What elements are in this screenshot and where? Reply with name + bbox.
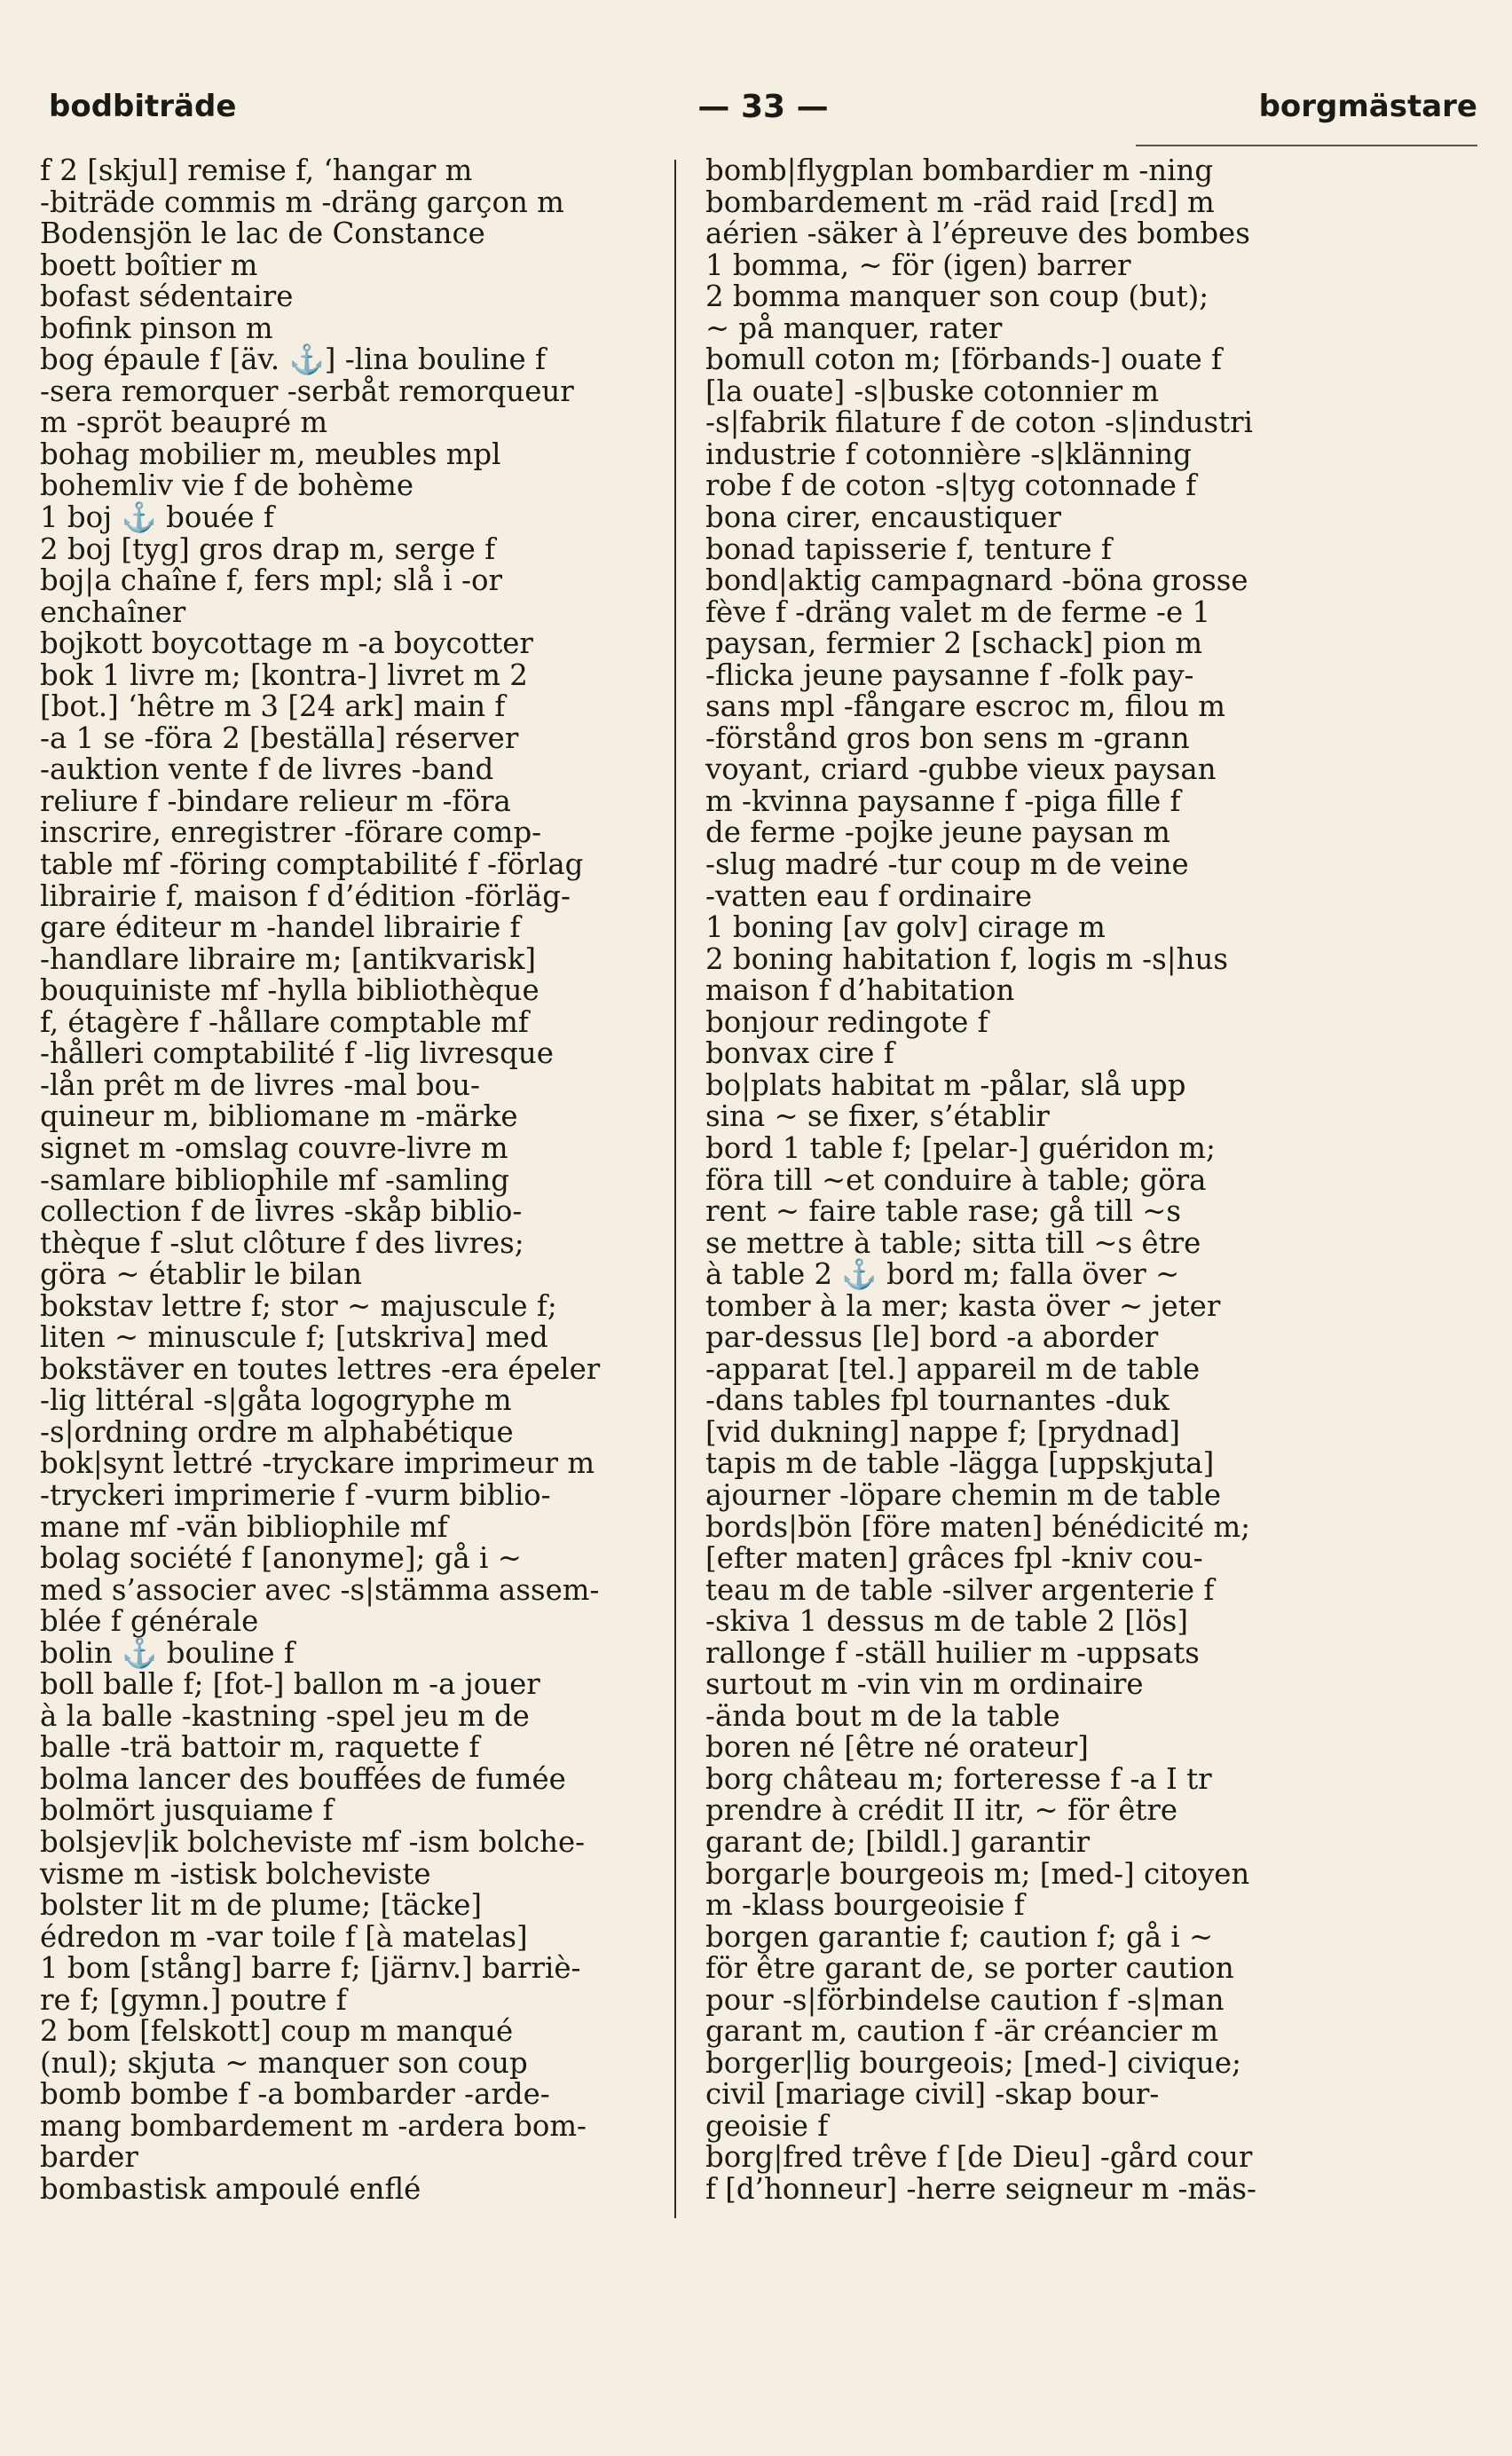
dictionary-line: pour -s|förbindelse caution f -s|man [705,1982,1225,2017]
column-divider [674,160,676,2218]
right-column [705,155,1344,2206]
dictionary-line: bog épaule f [äv. ⚓] -lina bouline f [40,342,546,377]
dictionary-line: librairie f, maison f d’édition -förläg- [40,878,571,913]
dictionary-line: robe f de coton -s|tyg cotonnade f [705,468,1197,503]
dictionary-line: [bot.] ‘hêtre m 3 [24 ark] main f [40,689,506,724]
dictionary-line: bords|bön [före maten] bénédicité m; [705,1509,1251,1544]
dictionary-line: sina ~ se fixer, s’établir [705,1099,1050,1134]
dictionary-line: 1 boning [av golv] cirage m [705,910,1106,945]
dictionary-line: bokstav lettre f; stor ~ majuscule f; [40,1288,557,1323]
dictionary-line: geoisie f [705,2108,829,2143]
dictionary-line: 2 boj [tyg] gros drap m, serge f [40,531,496,566]
dictionary-line: ~ på manquer, rater [705,311,1003,345]
dictionary-line: borger|lig bourgeois; [med-] civique; [705,2045,1241,2080]
dictionary-line: bonvax cire f [705,1036,894,1071]
dictionary-line: garant m, caution f -är créancier m [705,2014,1219,2049]
dictionary-line: par-dessus [le] bord -a aborder [705,1320,1159,1355]
dictionary-line: balle -trä battoir m, raquette f [40,1730,480,1765]
page-number: — 33 — [697,89,829,125]
dictionary-line: tomber à la mer; kasta över ~ jeter [705,1288,1221,1323]
dictionary-line: fève f -dräng valet m de ferme -e 1 [705,594,1211,629]
dictionary-line: table mf -föring comptabilité f -förlag [40,847,584,882]
dictionary-line: teau m de table -silver argenterie f [705,1572,1215,1607]
dictionary-line: -a 1 se -föra 2 [beställa] réserver [40,720,519,755]
dictionary-line: 1 bom [stång] barre f; [järnv.] barriè- [40,1951,581,1986]
dictionary-line: thèque f -slut clôture f des livres; [40,1225,524,1260]
dictionary-line: borg château m; forteresse f -a I tr [705,1761,1212,1796]
dictionary-line: f [d’honneur] -herre seigneur m -mäs- [705,2172,1256,2206]
dictionary-line: -samlare bibliophile mf -samling [40,1162,509,1197]
dictionary-line: bolag société f [anonyme]; gå i ~ [40,1541,522,1576]
dictionary-line: bomb|flygplan bombardier m -ning [705,154,1214,187]
dictionary-line: [vid dukning] nappe f; [prydnad] [705,1414,1181,1449]
dictionary-line: bo|plats habitat m -pålar, slå upp [705,1067,1186,1102]
dictionary-line: bofink pinson m [40,311,273,345]
dictionary-line: de ferme -pojke jeune paysan m [705,815,1170,850]
dictionary-line: bomb bombe f -a bombarder -arde- [40,2077,550,2112]
dictionary-line: à table 2 ⚓ bord m; falla över ~ [705,1257,1180,1292]
dictionary-line: bomull coton m; [förbands-] ouate f [705,342,1222,377]
left-guideword: bodbiträde [49,89,237,124]
dictionary-line: bolma lancer des bouffées de fumée [40,1761,566,1796]
dictionary-line: civil [mariage civil] -skap bour- [705,2077,1160,2112]
dictionary-line: bolmört jusquiame f [40,1793,334,1828]
dictionary-line: borgar|e bourgeois m; [med-] citoyen [705,1856,1250,1891]
dictionary-line: bonad tapisserie f, tenture f [705,531,1112,566]
dictionary-line: borgen garantie f; caution f; gå i ~ [705,1919,1214,1954]
dictionary-line: -biträde commis m -dräng garçon m [40,185,564,219]
dictionary-line: maison f d’habitation [705,973,1015,1008]
dictionary-line: bombastisk ampoulé enflé [40,2172,421,2206]
dictionary-line: édredon m -var toile f [à matelas] [40,1919,528,1954]
dictionary-line: -s|fabrik filature f de coton -s|industri [705,405,1253,440]
dictionary-line: -vatten eau f ordinaire [705,878,1033,913]
dictionary-line: bok|synt lettré -tryckare imprimeur m [40,1446,595,1481]
dictionary-line: re f; [gymn.] poutre f [40,1982,347,2017]
dictionary-line: -förstånd gros bon sens m -grann [705,720,1190,755]
dictionary-line: bohemliv vie f de bohème [40,468,414,503]
dictionary-line: visme m -istisk bolcheviste [40,1856,431,1891]
dictionary-line: borg|fred trêve f [de Dieu] -gård cour [705,2140,1253,2175]
dictionary-line: rent ~ faire table rase; gå till ~s [705,1194,1182,1229]
dictionary-line: garant de; [bildl.] garantir [705,1824,1091,1859]
dictionary-line: -dans tables fpl tournantes -duk [705,1383,1169,1418]
dictionary-line: 1 boj ⚓ bouée f [40,500,274,535]
left-column [40,155,674,2206]
dictionary-line: -lån prêt m de livres -mal bou- [40,1067,480,1102]
dictionary-line: 2 boning habitation f, logis m -s|hus [705,941,1229,976]
dictionary-line: boj|a chaîne f, fers mpl; slå i -or [40,563,502,598]
dictionary-line: -ända bout m de la table [705,1698,1060,1733]
dictionary-line: f 2 [skjul] remise f, ‘hangar m [40,154,473,187]
dictionary-line: [efter maten] grâces fpl -kniv cou- [705,1541,1203,1576]
header-rule [1136,145,1477,146]
dictionary-line: collection f de livres -skåp biblio- [40,1194,523,1229]
dictionary-line: liten ~ minuscule f; [utskriva] med [40,1320,548,1355]
dictionary-line: boren né [être né orateur] [705,1730,1089,1765]
dictionary-line: bojkott boycottage m -a boycotter [40,626,533,661]
dictionary-line: 2 bomma manquer son coup (but); [705,279,1209,314]
dictionary-line: tapis m de table -lägga [uppskjuta] [705,1446,1215,1481]
dictionary-line: barder [40,2140,138,2175]
dictionary-line: inscrire, enregistrer -förare comp- [40,815,542,850]
dictionary-line: blée f générale [40,1604,259,1639]
dictionary-line: [la ouate] -s|buske cotonnier m [705,374,1160,408]
dictionary-line: bord 1 table f; [pelar-] guéridon m; [705,1130,1216,1165]
dictionary-line: bolster lit m de plume; [täcke] [40,1888,483,1923]
dictionary-line: à la balle -kastning -spel jeu m de [40,1698,530,1733]
dictionary-line: 2 bom [felskott] coup m manqué [40,2014,514,2049]
dictionary-line: Bodensjön le lac de Constance [40,216,485,251]
dictionary-line: -lig littéral -s|gåta logogryphe m [40,1383,512,1418]
dictionary-line: bombardement m -räd raid [rɛd] m [705,185,1215,219]
dictionary-line: se mettre à table; sitta till ~s être [705,1225,1201,1260]
dictionary-line: bolin ⚓ bouline f [40,1635,295,1670]
dictionary-line: bonjour redingote f [705,1004,988,1039]
page-header [49,89,1477,142]
dictionary-line: sans mpl -fångare escroc m, filou m [705,689,1225,724]
dictionary-line: (nul); skjuta ~ manquer son coup [40,2045,528,2080]
dictionary-line: boett boîtier m [40,248,258,282]
dictionary-line: -sera remorquer -serbåt remorqueur [40,374,574,408]
dictionary-line: -handlare libraire m; [antikvarisk] [40,941,536,976]
dictionary-line: för être garant de, se porter caution [705,1951,1234,1986]
dictionary-line: bona cirer, encaustiquer [705,500,1061,535]
dictionary-line: bokstäver en toutes lettres -era épeler [40,1351,601,1386]
dictionary-line: bofast sédentaire [40,279,294,314]
dictionary-line: mane mf -vän bibliophile mf [40,1509,448,1544]
dictionary-line: enchaîner [40,594,186,629]
dictionary-line: -hålleri comptabilité f -lig livresque [40,1036,554,1071]
dictionary-line: bolsjev|ik bolcheviste mf -ism bolche- [40,1824,586,1859]
dictionary-line: -s|ordning ordre m alphabétique [40,1414,514,1449]
dictionary-line: -apparat [tel.] appareil m de table [705,1351,1201,1386]
dictionary-line: -flicka jeune paysanne f -folk pay- [705,657,1194,692]
dictionary-line: m -kvinna paysanne f -piga fille f [705,783,1181,818]
dictionary-line: bond|aktig campagnard -böna grosse [705,563,1248,598]
dictionary-line: reliure f -bindare relieur m -föra [40,783,511,818]
dictionary-line: -auktion vente f de livres -band [40,752,494,787]
dictionary-line: -tryckeri imprimerie f -vurm biblio- [40,1477,551,1512]
dictionary-line: f, étagère f -hållare comptable mf [40,1004,529,1039]
dictionary-line: aérien -säker à l’épreuve des bombes [705,216,1250,251]
dictionary-line: bok 1 livre m; [kontra-] livret m 2 [40,657,528,692]
dictionary-line: quineur m, bibliomane m -märke [40,1099,518,1134]
dictionary-line: rallonge f -ställ huilier m -uppsats [705,1635,1200,1670]
dictionary-line: 1 bomma, ~ för (igen) barrer [705,248,1131,282]
dictionary-line: -slug madré -tur coup m de veine [705,847,1189,882]
right-guideword: borgmästare [1258,89,1477,124]
dictionary-line: gare éditeur m -handel librairie f [40,910,521,945]
dictionary-line: ajourner -löpare chemin m de table [705,1477,1222,1512]
dictionary-line: surtout m -vin vin m ordinaire [705,1667,1144,1702]
dictionary-line: signet m -omslag couvre-livre m [40,1130,508,1165]
dictionary-line: prendre à crédit II itr, ~ för être [705,1793,1178,1828]
dictionary-line: m -klass bourgeoisie f [705,1888,1025,1923]
dictionary-line: m -spröt beaupré m [40,405,328,440]
dictionary-line: göra ~ établir le bilan [40,1257,362,1292]
dictionary-line: med s’associer avec -s|stämma assem- [40,1572,600,1607]
dictionary-line: bouquiniste mf -hylla bibliothèque [40,973,539,1008]
dictionary-line: föra till ~et conduire à table; göra [705,1162,1207,1197]
dictionary-line: voyant, criard -gubbe vieux paysan [705,752,1217,787]
dictionary-line: boll balle f; [fot-] ballon m -a jouer [40,1667,540,1702]
dictionary-line: industrie f cotonnière -s|klänning [705,437,1192,471]
dictionary-line: mang bombardement m -ardera bom- [40,2108,587,2143]
dictionary-line: paysan, fermier 2 [schack] pion m [705,626,1203,661]
dictionary-line: -skiva 1 dessus m de table 2 [lös] [705,1604,1189,1639]
dictionary-line: bohag mobilier m, meubles mpl [40,437,501,471]
